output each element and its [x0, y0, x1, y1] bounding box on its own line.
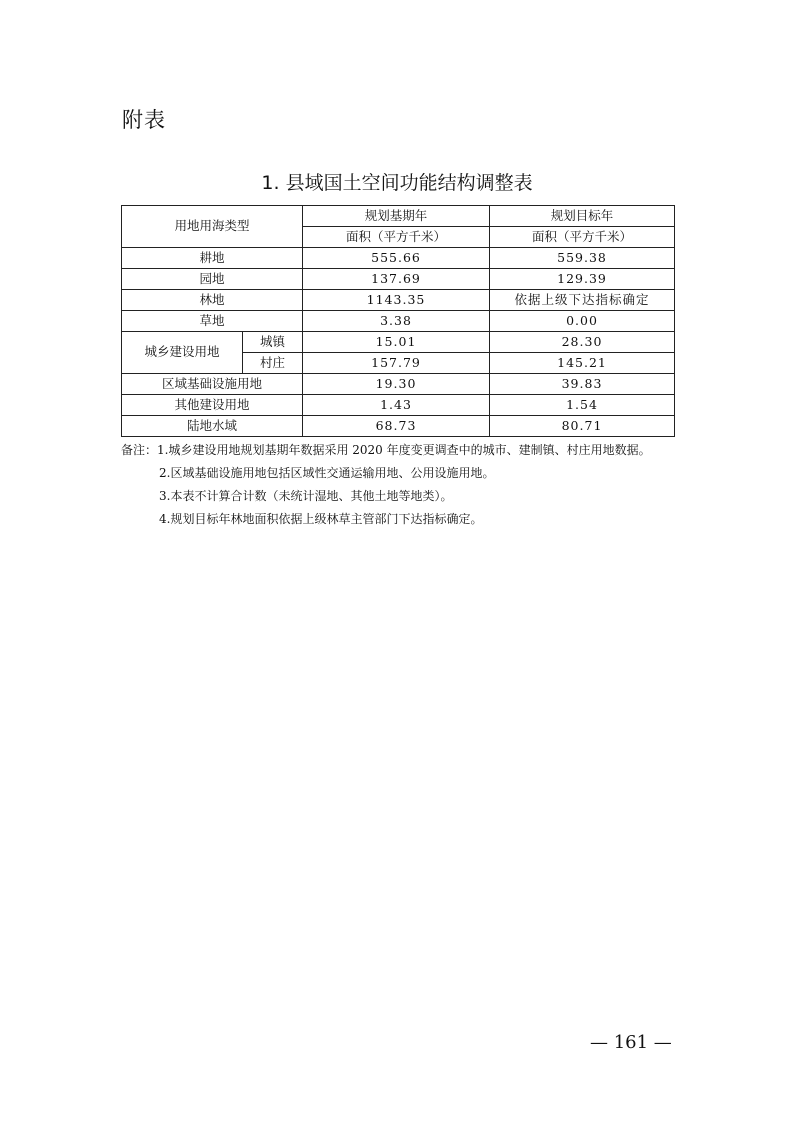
- header-base-unit: 面积（平方千米）: [303, 227, 490, 248]
- row-base-value: 3.38: [303, 311, 490, 332]
- table-row: [122, 374, 675, 395]
- row-target-value: 39.83: [490, 374, 675, 395]
- row-base-value: 157.79: [303, 353, 490, 374]
- row-type: 林地: [122, 290, 303, 311]
- row-base-value: 19.30: [303, 374, 490, 395]
- row-target-value: 129.39: [490, 269, 675, 290]
- row-target-value: 依据上级下达指标确定: [490, 290, 675, 311]
- row-base-value: 1143.35: [303, 290, 490, 311]
- row-type: 其他建设用地: [122, 395, 303, 416]
- row-type: 区域基础设施用地: [122, 374, 303, 395]
- table-title: 1. 县域国土空间功能结构调整表: [261, 172, 533, 194]
- table-row: [122, 395, 675, 416]
- row-target-value: 0.00: [490, 311, 675, 332]
- row-base-value: 68.73: [303, 416, 490, 437]
- group-label: 城乡建设用地: [122, 332, 243, 374]
- note-2: 2.区域基础设施用地包括区域性交通运输用地、公用设施用地。: [159, 466, 495, 480]
- row-type: 耕地: [122, 248, 303, 269]
- note-3: 3.本表不计算合计数（未统计湿地、其他土地等地类）。: [159, 489, 453, 503]
- note-1: 备注：1.城乡建设用地规划基期年数据采用 2020 年度变更调查中的城市、建制镇、村庄用地数据。: [121, 443, 651, 457]
- note-4: 4.规划目标年林地面积依据上级林草主管部门下达指标确定。: [159, 512, 483, 526]
- row-base-value: 555.66: [303, 248, 490, 269]
- table-row: [122, 311, 675, 332]
- row-subtype: 村庄: [243, 353, 303, 374]
- header-type: 用地用海类型: [122, 206, 303, 248]
- row-subtype: 城镇: [243, 332, 303, 353]
- row-type: 陆地水域: [122, 416, 303, 437]
- header-target-year: 规划目标年: [490, 206, 675, 227]
- row-target-value: 28.30: [490, 332, 675, 353]
- land-use-table: [121, 205, 675, 437]
- page-number: — 161 —: [590, 1032, 672, 1053]
- table-notes: [121, 439, 677, 531]
- row-type: 园地: [122, 269, 303, 290]
- appendix-heading: 附表: [122, 108, 166, 132]
- header-base-year: 规划基期年: [303, 206, 490, 227]
- table-row: [122, 269, 675, 290]
- header-target-unit: 面积（平方千米）: [490, 227, 675, 248]
- table-row: [122, 290, 675, 311]
- row-target-value: 145.21: [490, 353, 675, 374]
- row-base-value: 15.01: [303, 332, 490, 353]
- table-row: [122, 332, 675, 353]
- table-header-row: [122, 206, 675, 227]
- row-base-value: 1.43: [303, 395, 490, 416]
- table-row: [122, 248, 675, 269]
- table-row: [122, 416, 675, 437]
- row-target-value: 1.54: [490, 395, 675, 416]
- row-type: 草地: [122, 311, 303, 332]
- row-target-value: 80.71: [490, 416, 675, 437]
- row-target-value: 559.38: [490, 248, 675, 269]
- row-base-value: 137.69: [303, 269, 490, 290]
